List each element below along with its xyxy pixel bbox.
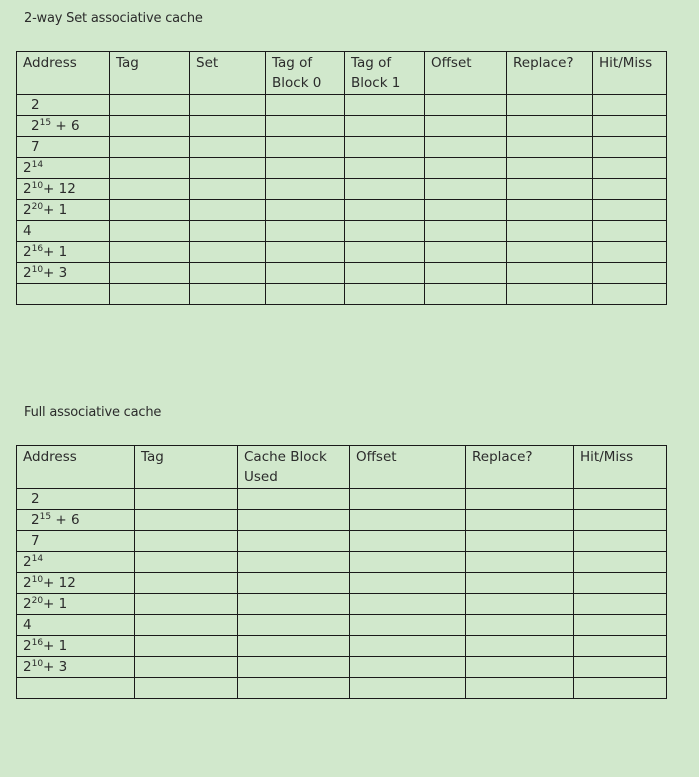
empty-answer-cell[interactable] (238, 657, 350, 678)
empty-answer-cell[interactable] (425, 221, 507, 242)
column-header: Set (190, 52, 266, 95)
table-row (17, 221, 667, 242)
table-row (17, 263, 667, 284)
empty-answer-cell[interactable] (350, 636, 466, 657)
empty-answer-cell[interactable] (110, 116, 190, 137)
empty-answer-cell[interactable] (466, 510, 574, 531)
empty-answer-cell[interactable] (345, 95, 425, 116)
address-cell (17, 531, 135, 552)
address-offset: + 12 (43, 181, 76, 197)
header-row (17, 446, 667, 489)
empty-answer-cell[interactable] (425, 116, 507, 137)
table-row (17, 179, 667, 200)
address-cell (17, 594, 135, 615)
address-cell (17, 573, 135, 594)
empty-answer-cell[interactable] (345, 284, 425, 305)
empty-answer-cell[interactable] (593, 137, 667, 158)
address-base: 2 (23, 638, 32, 654)
address-base: 2 (23, 554, 32, 570)
empty-answer-cell[interactable] (350, 657, 466, 678)
empty-answer-cell[interactable] (238, 489, 350, 510)
empty-answer-cell[interactable] (574, 489, 667, 510)
address-base: 2 (23, 202, 32, 218)
column-header: Address (17, 52, 110, 95)
empty-answer-cell[interactable] (507, 179, 593, 200)
empty-answer-cell[interactable] (574, 594, 667, 615)
empty-answer-cell[interactable] (593, 200, 667, 221)
empty-answer-cell[interactable] (266, 284, 345, 305)
address-offset: + 3 (43, 659, 68, 675)
address-exponent: 10 (31, 181, 44, 191)
address-cell (17, 510, 135, 531)
empty-answer-cell[interactable] (593, 116, 667, 137)
empty-answer-cell[interactable] (238, 678, 350, 699)
address-base: 2 (23, 265, 32, 281)
address-cell (17, 179, 110, 200)
empty-answer-cell[interactable] (350, 510, 466, 531)
empty-answer-cell[interactable] (238, 531, 350, 552)
empty-answer-cell[interactable] (507, 137, 593, 158)
column-header: Hit/Miss (593, 52, 667, 95)
empty-answer-cell[interactable] (190, 95, 266, 116)
address-cell (17, 489, 135, 510)
address-offset: + 1 (43, 638, 68, 654)
empty-answer-cell[interactable] (110, 284, 190, 305)
empty-answer-cell[interactable] (135, 552, 238, 573)
column-header: Tag of Block 0 (266, 52, 345, 95)
address-exponent: 10 (31, 575, 44, 585)
empty-answer-cell[interactable] (574, 678, 667, 699)
empty-answer-cell[interactable] (593, 263, 667, 284)
empty-answer-cell[interactable] (507, 242, 593, 263)
column-header: Offset (350, 446, 466, 489)
column-header: Cache Block Used (238, 446, 350, 489)
address-base: 4 (23, 223, 32, 239)
address-cell (17, 284, 110, 305)
address-cell (17, 615, 135, 636)
table-row (17, 636, 667, 657)
table-row (17, 531, 667, 552)
address-offset: + 12 (43, 575, 76, 591)
table-row (17, 137, 667, 158)
empty-answer-cell[interactable] (574, 552, 667, 573)
address-exponent: 15 (39, 118, 52, 128)
empty-answer-cell[interactable] (574, 615, 667, 636)
empty-answer-cell[interactable] (238, 636, 350, 657)
empty-answer-cell[interactable] (425, 95, 507, 116)
empty-answer-cell[interactable] (350, 678, 466, 699)
address-cell (17, 221, 110, 242)
address-exponent: 20 (31, 202, 44, 212)
address-offset: + 1 (43, 596, 68, 612)
table-row (17, 594, 667, 615)
table-row (17, 615, 667, 636)
address-exponent: 14 (31, 160, 44, 170)
full-assoc-title: Full associative cache (24, 405, 162, 420)
empty-answer-cell[interactable] (135, 657, 238, 678)
address-base: 7 (31, 533, 40, 549)
empty-answer-cell[interactable] (345, 116, 425, 137)
address-cell (17, 95, 110, 116)
full-assoc-table (16, 445, 667, 699)
table-row (17, 657, 667, 678)
empty-answer-cell[interactable] (345, 200, 425, 221)
address-base: 2 (23, 160, 32, 176)
empty-answer-cell[interactable] (238, 573, 350, 594)
empty-answer-cell[interactable] (425, 158, 507, 179)
address-base: 4 (23, 617, 32, 633)
empty-answer-cell[interactable] (238, 594, 350, 615)
table-row (17, 489, 667, 510)
empty-answer-cell[interactable] (593, 158, 667, 179)
empty-answer-cell[interactable] (266, 263, 345, 284)
empty-answer-cell[interactable] (345, 137, 425, 158)
empty-answer-cell[interactable] (466, 678, 574, 699)
address-exponent: 15 (39, 512, 52, 522)
address-cell (17, 657, 135, 678)
empty-answer-cell[interactable] (507, 221, 593, 242)
empty-answer-cell[interactable] (350, 573, 466, 594)
empty-answer-cell[interactable] (110, 158, 190, 179)
empty-answer-cell[interactable] (238, 510, 350, 531)
empty-answer-cell[interactable] (507, 158, 593, 179)
empty-answer-cell[interactable] (350, 615, 466, 636)
empty-answer-cell[interactable] (190, 116, 266, 137)
empty-answer-cell[interactable] (466, 573, 574, 594)
empty-answer-cell[interactable] (190, 242, 266, 263)
empty-answer-cell[interactable] (135, 678, 238, 699)
table-row (17, 678, 667, 699)
empty-answer-cell[interactable] (345, 179, 425, 200)
empty-answer-cell[interactable] (574, 510, 667, 531)
column-header: Tag (110, 52, 190, 95)
address-base: 2 (31, 97, 40, 113)
address-exponent: 20 (31, 596, 44, 606)
empty-answer-cell[interactable] (350, 552, 466, 573)
empty-answer-cell[interactable] (466, 636, 574, 657)
column-header: Replace? (466, 446, 574, 489)
empty-answer-cell[interactable] (507, 200, 593, 221)
table-row (17, 510, 667, 531)
empty-answer-cell[interactable] (574, 636, 667, 657)
address-cell (17, 158, 110, 179)
empty-answer-cell[interactable] (425, 200, 507, 221)
empty-answer-cell[interactable] (266, 179, 345, 200)
address-base: 2 (31, 491, 40, 507)
address-offset: + 1 (43, 244, 68, 260)
column-header: Tag of Block 1 (345, 52, 425, 95)
empty-answer-cell[interactable] (266, 221, 345, 242)
column-header: Replace? (507, 52, 593, 95)
empty-answer-cell[interactable] (266, 116, 345, 137)
empty-answer-cell[interactable] (190, 200, 266, 221)
empty-answer-cell[interactable] (466, 615, 574, 636)
table-row (17, 200, 667, 221)
empty-answer-cell[interactable] (238, 615, 350, 636)
empty-answer-cell[interactable] (466, 552, 574, 573)
address-base: 2 (31, 118, 40, 134)
empty-answer-cell[interactable] (266, 137, 345, 158)
empty-answer-cell[interactable] (135, 531, 238, 552)
empty-answer-cell[interactable] (110, 179, 190, 200)
empty-answer-cell[interactable] (593, 179, 667, 200)
set-assoc-table (16, 51, 667, 305)
empty-answer-cell[interactable] (266, 158, 345, 179)
empty-answer-cell[interactable] (425, 242, 507, 263)
empty-answer-cell[interactable] (190, 221, 266, 242)
empty-answer-cell[interactable] (135, 573, 238, 594)
empty-answer-cell[interactable] (350, 489, 466, 510)
empty-answer-cell[interactable] (466, 594, 574, 615)
empty-answer-cell[interactable] (350, 594, 466, 615)
empty-answer-cell[interactable] (110, 263, 190, 284)
address-base: 2 (31, 512, 40, 528)
empty-answer-cell[interactable] (190, 137, 266, 158)
empty-answer-cell[interactable] (507, 95, 593, 116)
empty-answer-cell[interactable] (574, 531, 667, 552)
empty-answer-cell[interactable] (574, 573, 667, 594)
address-exponent: 10 (31, 659, 44, 669)
empty-answer-cell[interactable] (425, 263, 507, 284)
empty-answer-cell[interactable] (135, 510, 238, 531)
empty-answer-cell[interactable] (507, 263, 593, 284)
empty-answer-cell[interactable] (345, 263, 425, 284)
address-base: 7 (31, 139, 40, 155)
address-cell (17, 242, 110, 263)
address-cell (17, 137, 110, 158)
empty-answer-cell[interactable] (466, 531, 574, 552)
address-offset: + 6 (51, 118, 80, 134)
empty-answer-cell[interactable] (507, 284, 593, 305)
table-row (17, 158, 667, 179)
address-cell (17, 552, 135, 573)
address-offset: + 6 (51, 512, 80, 528)
set-assoc-title: 2-way Set associative cache (24, 11, 203, 26)
empty-answer-cell[interactable] (593, 221, 667, 242)
empty-answer-cell[interactable] (466, 657, 574, 678)
empty-answer-cell[interactable] (238, 552, 350, 573)
address-offset: + 3 (43, 265, 68, 281)
column-header: Hit/Miss (574, 446, 667, 489)
empty-answer-cell[interactable] (266, 200, 345, 221)
empty-answer-cell[interactable] (345, 158, 425, 179)
address-base: 2 (23, 596, 32, 612)
empty-answer-cell[interactable] (110, 200, 190, 221)
empty-answer-cell[interactable] (190, 158, 266, 179)
empty-answer-cell[interactable] (266, 242, 345, 263)
empty-answer-cell[interactable] (466, 489, 574, 510)
empty-answer-cell[interactable] (190, 179, 266, 200)
empty-answer-cell[interactable] (135, 636, 238, 657)
table-row (17, 284, 667, 305)
empty-answer-cell[interactable] (266, 95, 345, 116)
table-row (17, 116, 667, 137)
address-cell (17, 636, 135, 657)
table-row (17, 242, 667, 263)
address-exponent: 16 (31, 244, 44, 254)
empty-answer-cell[interactable] (190, 263, 266, 284)
empty-answer-cell[interactable] (425, 284, 507, 305)
empty-answer-cell[interactable] (593, 284, 667, 305)
empty-answer-cell[interactable] (593, 242, 667, 263)
column-header: Tag (135, 446, 238, 489)
address-cell (17, 678, 135, 699)
table-row (17, 95, 667, 116)
address-exponent: 10 (31, 265, 44, 275)
empty-answer-cell[interactable] (593, 95, 667, 116)
table-row (17, 552, 667, 573)
empty-answer-cell[interactable] (507, 116, 593, 137)
address-cell (17, 263, 110, 284)
empty-answer-cell[interactable] (110, 137, 190, 158)
table-row (17, 573, 667, 594)
address-base: 2 (23, 181, 32, 197)
empty-answer-cell[interactable] (190, 284, 266, 305)
empty-answer-cell[interactable] (110, 95, 190, 116)
header-row (17, 52, 667, 95)
empty-answer-cell[interactable] (135, 489, 238, 510)
empty-answer-cell[interactable] (345, 221, 425, 242)
address-cell (17, 116, 110, 137)
column-header: Address (17, 446, 135, 489)
address-cell (17, 200, 110, 221)
address-exponent: 14 (31, 554, 44, 564)
empty-answer-cell[interactable] (135, 594, 238, 615)
address-base: 2 (23, 659, 32, 675)
column-header: Offset (425, 52, 507, 95)
address-base: 2 (23, 244, 32, 260)
empty-answer-cell[interactable] (425, 179, 507, 200)
empty-answer-cell[interactable] (345, 242, 425, 263)
empty-answer-cell[interactable] (350, 531, 466, 552)
address-offset: + 1 (43, 202, 68, 218)
address-exponent: 16 (31, 638, 44, 648)
address-base: 2 (23, 575, 32, 591)
empty-answer-cell[interactable] (425, 137, 507, 158)
empty-answer-cell[interactable] (135, 615, 238, 636)
empty-answer-cell[interactable] (110, 242, 190, 263)
empty-answer-cell[interactable] (110, 221, 190, 242)
empty-answer-cell[interactable] (574, 657, 667, 678)
